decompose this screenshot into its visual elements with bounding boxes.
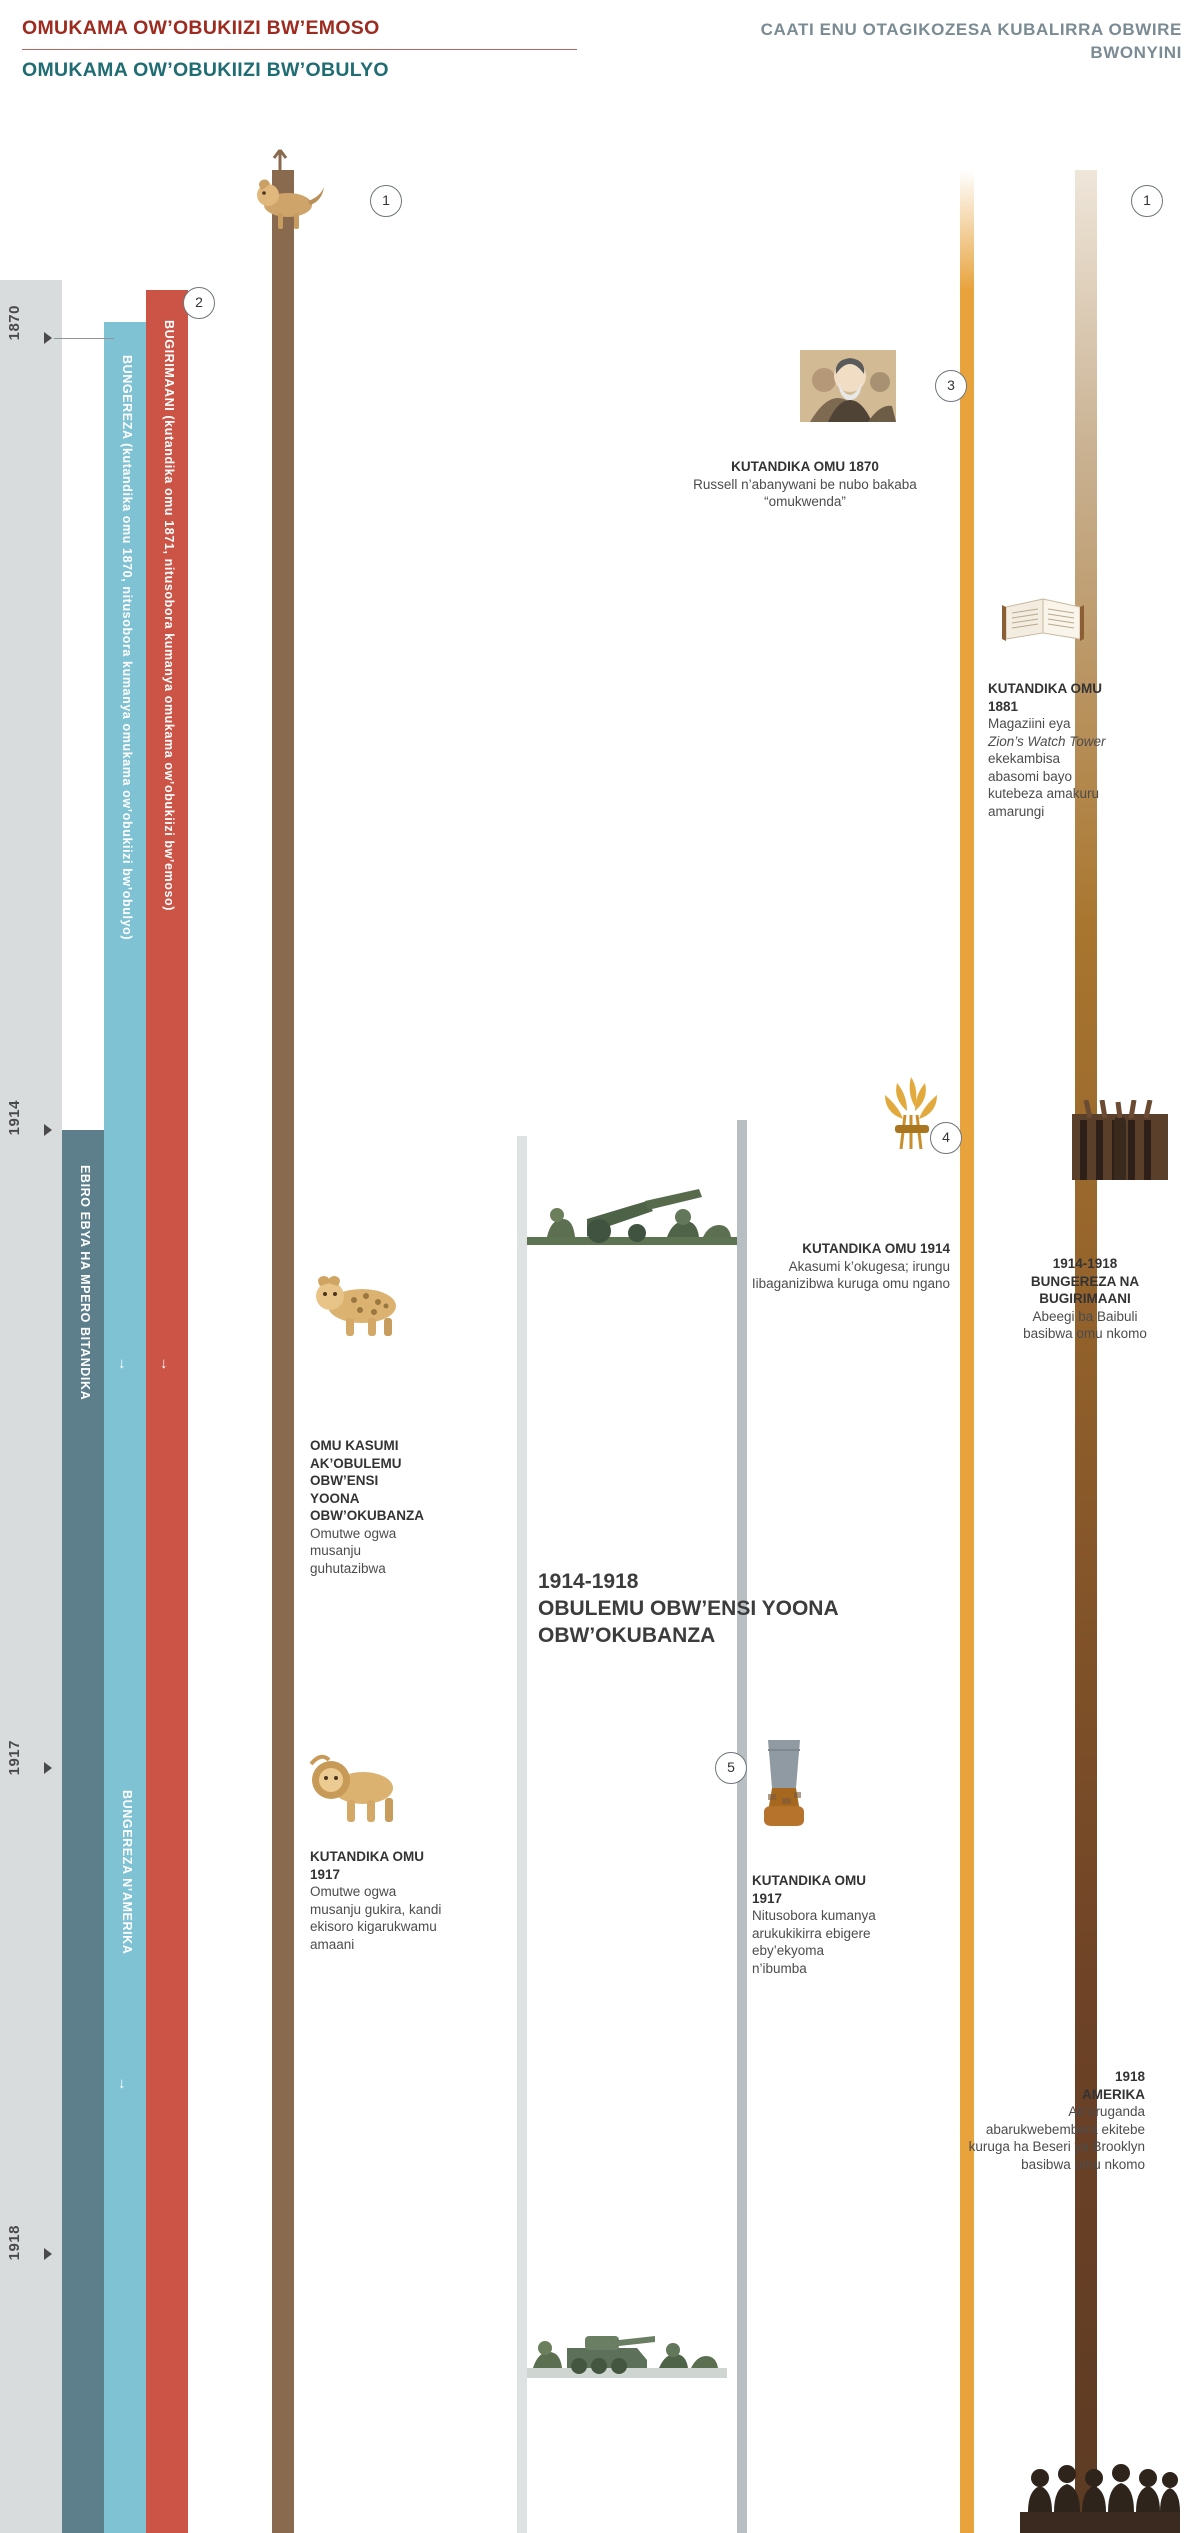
header-divider bbox=[22, 49, 577, 50]
caption-title: KUTANDIKA OMU 1881 bbox=[988, 681, 1102, 714]
caption-title: KUTANDIKA OMU 1914 bbox=[802, 1241, 950, 1256]
marker-circle-3[interactable]: 3 bbox=[935, 370, 967, 402]
caption-1917-feet bbox=[752, 1872, 877, 1977]
bar-label-bungereza-na-amerika: BUNGEREZA N’AMERIKA bbox=[120, 1790, 134, 1955]
caption-title: KUTANDIKA OMU 1917 bbox=[310, 1849, 424, 1882]
prison-bars-icon bbox=[1072, 1100, 1168, 1180]
year-label-1918: 1918 bbox=[6, 2225, 23, 2261]
caption-1881-watchtower bbox=[988, 680, 1108, 820]
artillery-soldiers-icon bbox=[527, 1175, 737, 1245]
page-title-teal: OMUKAMA OW’OBUKIIZI BW’OBULYO bbox=[22, 59, 389, 81]
caption-first-woe bbox=[310, 1437, 430, 1577]
tank-soldiers-icon bbox=[527, 2300, 727, 2378]
marker-circle-1-left[interactable]: 1 bbox=[370, 185, 402, 217]
caption-1917-head bbox=[310, 1848, 445, 1953]
caption-title: KUTANDIKA OMU 1870 bbox=[731, 459, 879, 474]
header-note: CAATI ENU OTAGIKOZESA KUBALIRRA OBWIRE BWONYINI bbox=[760, 20, 1182, 62]
year-line-1870 bbox=[54, 338, 114, 339]
leopard-icon bbox=[310, 1260, 406, 1338]
year-label-1917: 1917 bbox=[6, 1740, 23, 1776]
statue-feet-icon bbox=[752, 1740, 816, 1830]
caption-title: KUTANDIKA OMU 1917 bbox=[752, 1873, 866, 1906]
caption-years: 1914-1918 bbox=[1052, 1256, 1118, 1271]
prisoners-group-icon bbox=[1020, 2420, 1180, 2533]
caption-1914-harvest bbox=[740, 1240, 950, 1293]
war-years: 1914-1918 bbox=[538, 1570, 639, 1593]
caption-body: Abeegi ba Baibuli basibwa omu nkomo bbox=[1023, 1308, 1147, 1341]
caption-body: Omutwe ogwa musanju gukira, kandi ekisoro kigarukwamu amaani bbox=[310, 1884, 442, 1952]
caption-title: AMERIKA bbox=[1082, 2086, 1145, 2102]
caption-title: OMU KASUMI AK’OBULEMU OBW’ENSI YOONA OBW’OKUBANZA bbox=[310, 1438, 424, 1523]
label-world-war-one bbox=[538, 1568, 938, 1649]
bar-orange-fade bbox=[960, 170, 974, 290]
year-arrow-1914 bbox=[44, 1124, 52, 1136]
bar-arrow-bugirimaani-emoso: ↓ bbox=[160, 1355, 169, 1372]
year-label-1870: 1870 bbox=[6, 305, 23, 341]
caption-body: Omutwe ogwa musanju guhutazibwa bbox=[310, 1525, 397, 1576]
bar-label-bugirimaani-emoso: BUGIRIMAANI (kutandika omu 1871, nitusobora kumanya omukama ow’obukiizi bw’emoso) bbox=[162, 320, 176, 912]
bar-orange bbox=[960, 170, 974, 2533]
caption-body-2: ekekambisa abasomi bayo kutebeza amakuru amarungi bbox=[988, 751, 1100, 819]
bar-central-brown bbox=[272, 170, 294, 2533]
bar-pale-line bbox=[517, 1136, 527, 2533]
war-title: OBULEMU OBW’ENSI YOONA OBW’OKUBANZA bbox=[538, 1597, 838, 1647]
caption-title: BUNGEREZA NA BUGIRIMAANI bbox=[1030, 1273, 1140, 1306]
lion-icon bbox=[305, 1740, 401, 1824]
caption-1870-russell bbox=[660, 458, 950, 511]
caption-body: Nitusobora kumanya arukukikirra ebigere eby’ekyoma n’ibumba bbox=[752, 1908, 876, 1976]
bar-label-ebiro-mpero: EBIRO EBYA HA MPERO BITANDIKA bbox=[78, 1165, 92, 1401]
marker-circle-1-right[interactable]: 1 bbox=[1131, 185, 1163, 217]
wheat-sheaf-icon bbox=[875, 1075, 947, 1151]
caption-body-italic: Zion’s Watch Tower bbox=[988, 733, 1106, 749]
caption-body-1: Magaziini eya bbox=[988, 716, 1071, 731]
winged-lion-icon bbox=[250, 145, 330, 255]
caption-body: Russell n’abanywani be nubo bakaba “omukwenda” bbox=[693, 476, 917, 509]
russell-portrait-icon bbox=[800, 350, 896, 422]
bar-arrow-bungereza-obulyo: ↓ bbox=[118, 1355, 127, 1372]
bar-grey-line bbox=[737, 1120, 747, 2533]
year-arrow-1918 bbox=[44, 2248, 52, 2260]
marker-circle-5[interactable]: 5 bbox=[715, 1752, 747, 1784]
bar-right-brown bbox=[1075, 170, 1097, 2533]
year-label-1914: 1914 bbox=[6, 1100, 23, 1136]
caption-1914-1918-prison bbox=[1010, 1255, 1160, 1343]
page-title-red: OMUKAMA OW’OBUKIIZI BW’EMOSO bbox=[22, 17, 380, 39]
caption-body: Ab’oruganda abarukwebembera ekitebe kuruga ha Beseri ya Brooklyn basibwa omu nkomo bbox=[968, 2104, 1145, 2172]
bar-arrow-bungereza-na-amerika: ↓ bbox=[118, 2075, 127, 2092]
header bbox=[0, 0, 1200, 140]
open-bible-icon bbox=[1000, 585, 1086, 647]
caption-1918-america bbox=[955, 2068, 1145, 2173]
header-titles bbox=[22, 16, 582, 82]
year-arrow-1870 bbox=[44, 332, 52, 344]
caption-body: Akasumi k’okugesa; irungu Iibaganizibwa kuruga omu ngano bbox=[751, 1258, 950, 1291]
bar-label-bungereza-obulyo: BUNGEREZA (kutandika omu 1870, nitusobora kumanya omukama ow’obukiizi bw’obulyo) bbox=[120, 355, 134, 941]
year-arrow-1917 bbox=[44, 1762, 52, 1774]
caption-year: 1918 bbox=[1114, 2069, 1145, 2084]
bar-grey-background bbox=[0, 280, 62, 2533]
marker-circle-4[interactable]: 4 bbox=[930, 1122, 962, 1154]
marker-circle-2[interactable]: 2 bbox=[183, 287, 215, 319]
